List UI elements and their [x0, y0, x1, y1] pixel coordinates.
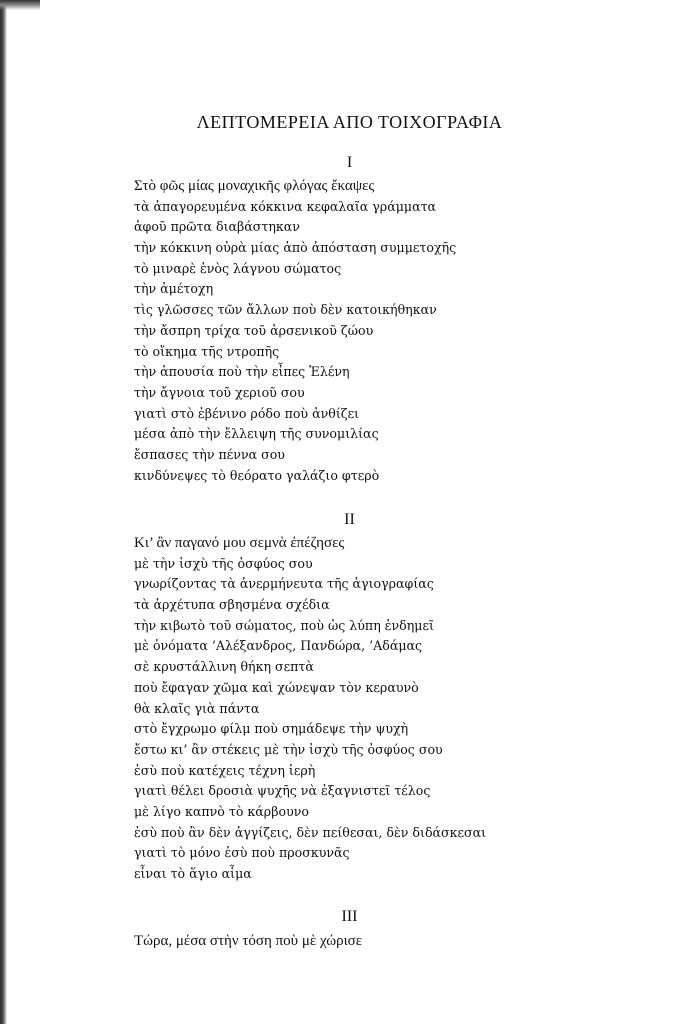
section-number-3: III [341, 908, 358, 925]
poem-line: τὰ ἀπαγορευμένα κόκκινα κεφαλαῖα γράμματα [134, 198, 437, 214]
poem-line: ἀφοῦ πρῶτα διαβάστηκαν [134, 219, 300, 235]
poem-line: σὲ κρυστάλλινη θήκη σεπτὰ [134, 659, 314, 675]
poem-title: ΛΕΠΤΟΜΕΡΕΙΑ ΑΠΟ ΤΟΙΧΟΓΡΑΦΙΑ [196, 112, 503, 132]
poem-line: τὴν κιβωτὸ τοῦ σώματος, ποὺ ὡς λύπη ἐνδημεῖ [134, 617, 434, 633]
poem-line: τὸ οἴκημα τῆς ντροπῆς [134, 343, 280, 359]
poem-line: εἶναι τὸ ἅγιο αἷμα [134, 866, 252, 881]
stanza-2 [134, 533, 486, 885]
poem-line: τὴν κόκκινη οὐρὰ μίας ἀπὸ ἀπόσταση συμμετοχῆς [134, 240, 457, 256]
stanza-1 [134, 176, 456, 486]
poem-line: κινδύνεψες τὸ θεόρατο γαλάζιο φτερὸ [134, 467, 380, 483]
poem-line: γνωρίζοντας τὰ ἀνερμήνευτα τῆς ἁγιογραφίας [134, 576, 434, 592]
poem-line: μὲ ὀνόματα ’Αλέξανδρος, Πανδώρα, ’Αδάμας [134, 638, 423, 654]
poem-line: γιατὶ τὸ μόνο ἐσὺ ποὺ προσκυνᾶς [134, 845, 350, 861]
section-number-1: I [346, 154, 353, 171]
poem-line: τὶς γλῶσσες τῶν ἄλλων ποὺ δὲν κατοικήθηκαν [134, 302, 437, 318]
section-number-2: II [344, 511, 355, 528]
poem-line: Στὸ φῶς μίας μοναχικῆς φλόγας ἔκαψες [134, 178, 375, 194]
poem-line: ποὺ ἔφαγαν χῶμα καὶ χώνεψαν τὸν κεραυνὸ [134, 679, 419, 695]
poem-line: ἔσπασες τὴν πέννα σου [134, 446, 285, 462]
poem-line: γιατὶ στὸ ἐβένινο ρόδο ποὺ ἀνθίζει [134, 405, 360, 421]
stanza-3 [134, 931, 362, 952]
poem-line: τὴν ἄσπρη τρίχα τοῦ ἀρσενικοῦ ζώου [134, 322, 374, 338]
page-corner-shadow [0, 0, 40, 10]
poem-line: τὰ ἀρχέτυπα σβησμένα σχέδια [134, 597, 330, 613]
poem-line: ἔστω κι’ ἂν στέκεις μὲ τὴν ἰσχὺ τῆς ὀσφύος σου [134, 741, 443, 757]
poem-line: μὲ λίγο καπνὸ τὸ κάρβουνο [134, 803, 309, 819]
poem-line: θὰ κλαῖς γιὰ πάντα [134, 700, 260, 716]
poem-line: τὴν ἀπουσία ποὺ τὴν εἶπες Ἑλένη [134, 364, 350, 380]
poem-line: μέσα ἀπὸ τὴν ἔλλειψη τῆς συνομιλίας [134, 426, 379, 442]
poem-line: ἐσὺ ποὺ κατέχεις τέχνη ἱερὴ [134, 762, 316, 778]
poem-line: τὴν ἄγνοια τοῦ χεριοῦ σου [134, 384, 305, 400]
poem-line: μὲ τὴν ἰσχὺ τῆς ὀσφύος σου [134, 555, 313, 571]
poem-line: στὸ ἔγχρωμο φίλμ ποὺ σημάδεψε τὴν ψυχὴ [134, 721, 409, 737]
poem-line: Τώρα, μέσα στὴν τόση ποὺ μὲ χώρισε [134, 933, 363, 949]
poem-line: Κι’ ἂν παγανό μου σεμνὰ ἐπέζησες [134, 535, 345, 551]
poem-line: ἐσὺ ποὺ ἂν δὲν ἀγγίζεις, δὲν πείθεσαι, δὲν διδάσκεσαι [134, 824, 487, 840]
poem-line: τὸ μιναρὲ ἑνὸς λάγνου σώματος [134, 260, 342, 276]
poem-line: γιατὶ θέλει δροσιὰ ψυχῆς νὰ ἐξαγνιστεῖ τέλος [134, 783, 431, 799]
poem-line: τὴν ἀμέτοχη [134, 281, 214, 297]
